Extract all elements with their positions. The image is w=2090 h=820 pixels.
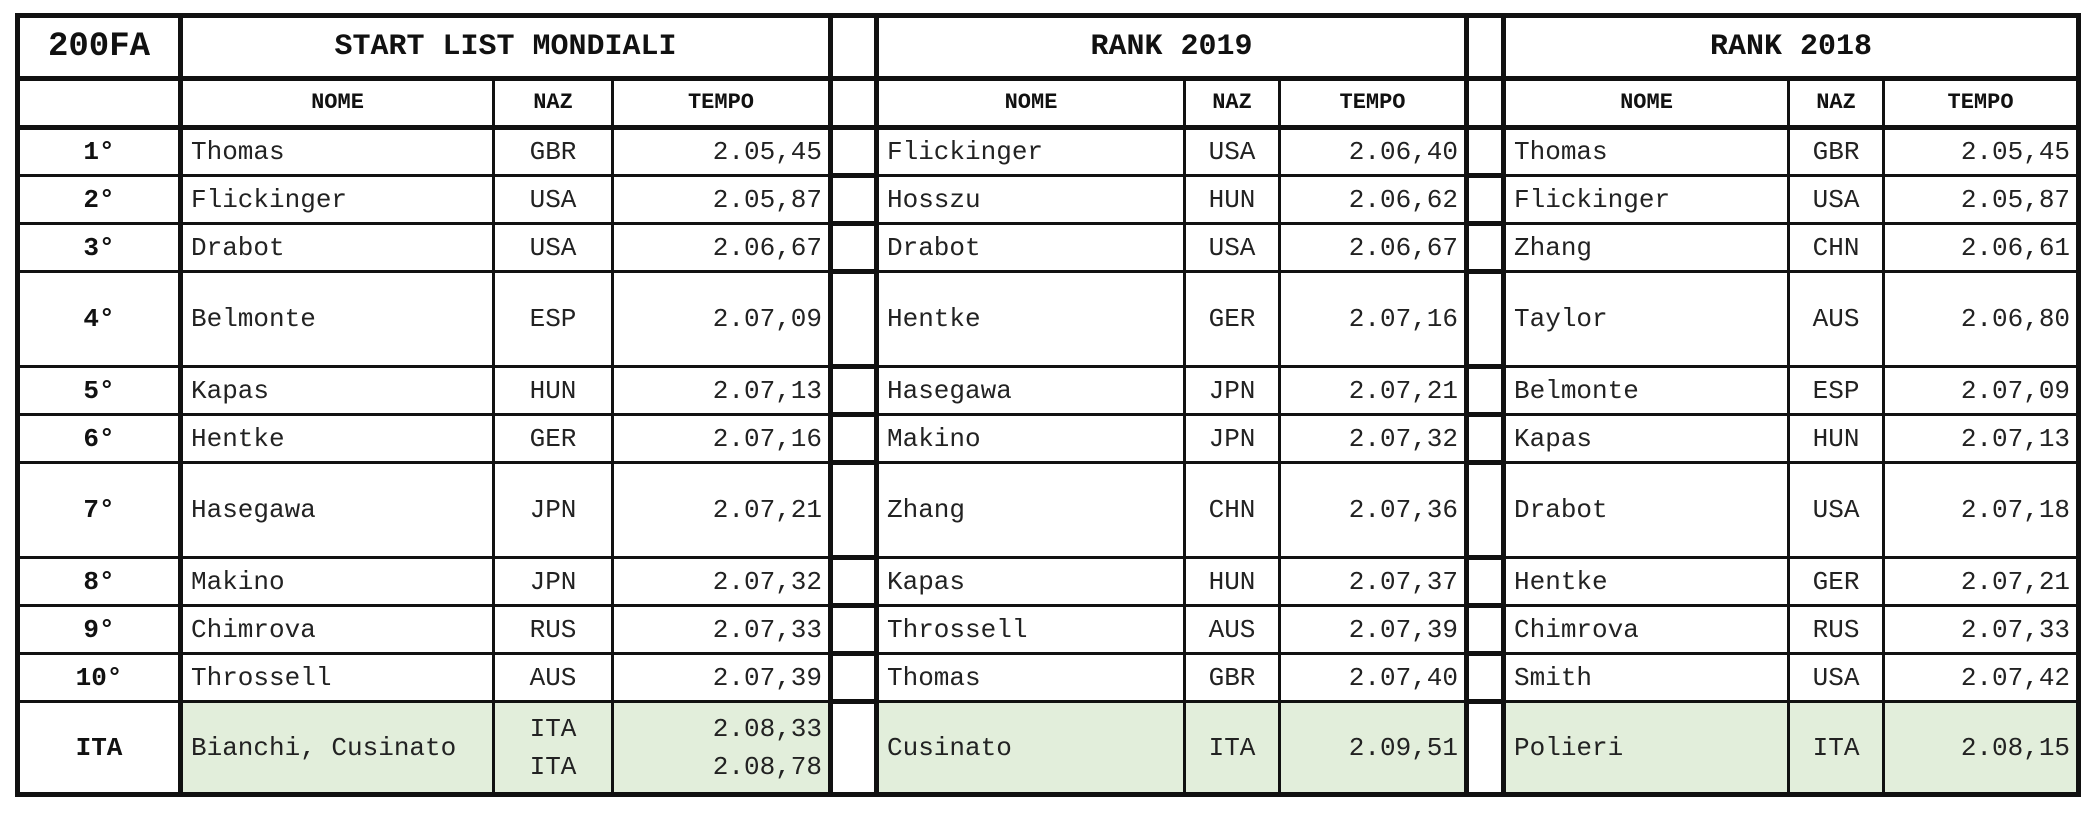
r2018-naz-cell: AUS: [1789, 272, 1884, 367]
column-gap: [831, 463, 877, 558]
r2018-nome-cell: Kapas: [1504, 415, 1789, 463]
start-tempo-cell: 2.05,87: [613, 176, 831, 224]
position-cell: 3°: [18, 224, 181, 272]
ita-start-naz-1: ITA: [529, 713, 577, 744]
r2018-naz-cell: CHN: [1789, 224, 1884, 272]
start-nome-cell: Thomas: [181, 128, 494, 176]
r2019-nome-cell: Makino: [877, 415, 1185, 463]
r2018-tempo-cell: 2.07,33: [1884, 606, 2079, 654]
table-row: [18, 654, 2079, 702]
r2019-naz-cell: USA: [1185, 224, 1280, 272]
start-tempo-cell: 2.05,45: [613, 128, 831, 176]
start-naz-cell: USA: [494, 176, 613, 224]
r2019-nome-cell: Hentke: [877, 272, 1185, 367]
start-nome-cell: Flickinger: [181, 176, 494, 224]
r2018-naz-cell: HUN: [1789, 415, 1884, 463]
ita-2018-naz: ITA: [1789, 702, 1884, 795]
r2019-nome-cell: Throssell: [877, 606, 1185, 654]
column-gap: [831, 654, 877, 702]
position-cell: 5°: [18, 367, 181, 415]
r2019-tempo-cell: 2.07,16: [1280, 272, 1467, 367]
r2018-naz-cell: USA: [1789, 463, 1884, 558]
col-header-tempo: TEMPO: [1884, 79, 2079, 128]
r2018-tempo-cell: 2.07,42: [1884, 654, 2079, 702]
event-title: 200FA: [18, 16, 181, 79]
r2018-nome-cell: Thomas: [1504, 128, 1789, 176]
r2018-tempo-cell: 2.06,80: [1884, 272, 2079, 367]
column-gap: [1467, 558, 1504, 606]
position-cell: 10°: [18, 654, 181, 702]
column-gap: [1467, 654, 1504, 702]
col-header-naz: NAZ: [1185, 79, 1280, 128]
r2019-naz-cell: USA: [1185, 128, 1280, 176]
section-title-rank-2018: RANK 2018: [1504, 16, 2079, 79]
start-nome-cell: Hasegawa: [181, 463, 494, 558]
r2019-tempo-cell: 2.07,39: [1280, 606, 1467, 654]
r2018-tempo-cell: 2.05,45: [1884, 128, 2079, 176]
r2019-nome-cell: Kapas: [877, 558, 1185, 606]
column-gap: [1467, 463, 1504, 558]
r2018-nome-cell: Hentke: [1504, 558, 1789, 606]
r2018-nome-cell: Zhang: [1504, 224, 1789, 272]
ita-start-naz-2: ITA: [529, 751, 577, 782]
position-cell: 6°: [18, 415, 181, 463]
start-naz-cell: AUS: [494, 654, 613, 702]
r2018-nome-cell: Flickinger: [1504, 176, 1789, 224]
table-row: [18, 224, 2079, 272]
column-gap: [1467, 176, 1504, 224]
start-nome-cell: Chimrova: [181, 606, 494, 654]
title-row: [18, 16, 2079, 79]
col-header-nome: NOME: [181, 79, 494, 128]
r2018-naz-cell: GER: [1789, 558, 1884, 606]
r2019-tempo-cell: 2.07,36: [1280, 463, 1467, 558]
r2018-tempo-cell: 2.07,13: [1884, 415, 2079, 463]
r2019-tempo-cell: 2.06,62: [1280, 176, 1467, 224]
table-row: [18, 606, 2079, 654]
start-tempo-cell: 2.07,09: [613, 272, 831, 367]
table-row: [18, 415, 2079, 463]
col-header-tempo: TEMPO: [613, 79, 831, 128]
column-gap: [831, 367, 877, 415]
column-gap: [831, 558, 877, 606]
column-gap: [831, 415, 877, 463]
table-row: [18, 128, 2079, 176]
section-title-rank-2019: RANK 2019: [877, 16, 1467, 79]
position-cell: 4°: [18, 272, 181, 367]
r2019-naz-cell: HUN: [1185, 176, 1280, 224]
ita-start-tempo-1: 2.08,33: [712, 713, 822, 744]
col-header-nome: NOME: [1504, 79, 1789, 128]
start-tempo-cell: 2.07,33: [613, 606, 831, 654]
r2019-naz-cell: HUN: [1185, 558, 1280, 606]
ita-2019-naz: ITA: [1185, 702, 1280, 795]
r2018-naz-cell: ESP: [1789, 367, 1884, 415]
r2019-naz-cell: AUS: [1185, 606, 1280, 654]
ranking-rows: [18, 128, 2079, 702]
r2019-tempo-cell: 2.06,40: [1280, 128, 1467, 176]
ita-2018-nome: Polieri: [1504, 702, 1789, 795]
start-nome-cell: Makino: [181, 558, 494, 606]
r2018-naz-cell: GBR: [1789, 128, 1884, 176]
position-cell: 2°: [18, 176, 181, 224]
table-row: [18, 367, 2079, 415]
start-naz-cell: GBR: [494, 128, 613, 176]
r2019-nome-cell: Flickinger: [877, 128, 1185, 176]
column-gap: [1467, 367, 1504, 415]
section-title-start-list: START LIST MONDIALI: [181, 16, 831, 79]
column-header-row: [18, 79, 2079, 128]
ita-row: [18, 702, 2079, 795]
r2019-nome-cell: Thomas: [877, 654, 1185, 702]
column-gap: [1467, 224, 1504, 272]
r2018-naz-cell: RUS: [1789, 606, 1884, 654]
column-gap: [831, 128, 877, 176]
col-header-naz: NAZ: [494, 79, 613, 128]
start-naz-cell: ESP: [494, 272, 613, 367]
ita-2018-tempo: 2.08,15: [1884, 702, 2079, 795]
r2018-naz-cell: USA: [1789, 654, 1884, 702]
column-gap: [831, 176, 877, 224]
column-gap: [1467, 272, 1504, 367]
start-tempo-cell: 2.07,21: [613, 463, 831, 558]
r2018-nome-cell: Belmonte: [1504, 367, 1789, 415]
r2019-tempo-cell: 2.07,37: [1280, 558, 1467, 606]
column-gap: [831, 79, 877, 128]
position-cell: 1°: [18, 128, 181, 176]
position-header: [18, 79, 181, 128]
r2019-nome-cell: Hasegawa: [877, 367, 1185, 415]
start-nome-cell: Drabot: [181, 224, 494, 272]
start-nome-cell: Kapas: [181, 367, 494, 415]
start-naz-cell: GER: [494, 415, 613, 463]
r2018-tempo-cell: 2.07,21: [1884, 558, 2079, 606]
r2019-naz-cell: CHN: [1185, 463, 1280, 558]
r2018-nome-cell: Chimrova: [1504, 606, 1789, 654]
r2019-nome-cell: Zhang: [877, 463, 1185, 558]
r2018-tempo-cell: 2.07,18: [1884, 463, 2079, 558]
ita-start-tempo-2: 2.08,78: [712, 751, 822, 782]
column-gap: [1467, 606, 1504, 654]
r2018-tempo-cell: 2.05,87: [1884, 176, 2079, 224]
col-header-tempo: TEMPO: [1280, 79, 1467, 128]
table-row: [18, 176, 2079, 224]
r2019-naz-cell: GBR: [1185, 654, 1280, 702]
start-tempo-cell: 2.07,13: [613, 367, 831, 415]
ita-start-nome: Bianchi, Cusinato: [181, 702, 494, 795]
table-row: [18, 558, 2079, 606]
start-tempo-cell: 2.07,16: [613, 415, 831, 463]
r2018-nome-cell: Taylor: [1504, 272, 1789, 367]
r2019-tempo-cell: 2.06,67: [1280, 224, 1467, 272]
start-nome-cell: Belmonte: [181, 272, 494, 367]
r2019-tempo-cell: 2.07,32: [1280, 415, 1467, 463]
ita-2019-nome: Cusinato: [877, 702, 1185, 795]
r2019-tempo-cell: 2.07,40: [1280, 654, 1467, 702]
column-gap: [831, 272, 877, 367]
r2019-nome-cell: Hosszu: [877, 176, 1185, 224]
table-row: [18, 463, 2079, 558]
start-nome-cell: Throssell: [181, 654, 494, 702]
r2018-naz-cell: USA: [1789, 176, 1884, 224]
r2019-naz-cell: JPN: [1185, 415, 1280, 463]
start-nome-cell: Hentke: [181, 415, 494, 463]
start-naz-cell: RUS: [494, 606, 613, 654]
start-tempo-cell: 2.06,67: [613, 224, 831, 272]
col-header-naz: NAZ: [1789, 79, 1884, 128]
start-naz-cell: USA: [494, 224, 613, 272]
table-row: [18, 272, 2079, 367]
column-gap: [1467, 702, 1504, 795]
start-naz-cell: JPN: [494, 463, 613, 558]
column-gap: [1467, 79, 1504, 128]
column-gap: [831, 702, 877, 795]
column-gap: [831, 16, 877, 79]
r2018-nome-cell: Drabot: [1504, 463, 1789, 558]
col-header-nome: NOME: [877, 79, 1185, 128]
r2019-naz-cell: JPN: [1185, 367, 1280, 415]
column-gap: [1467, 16, 1504, 79]
ita-start-naz: [494, 702, 613, 795]
start-list-table: [15, 13, 2081, 797]
position-cell: 7°: [18, 463, 181, 558]
r2018-tempo-cell: 2.06,61: [1884, 224, 2079, 272]
start-tempo-cell: 2.07,32: [613, 558, 831, 606]
start-naz-cell: JPN: [494, 558, 613, 606]
position-cell: 9°: [18, 606, 181, 654]
ita-label: ITA: [18, 702, 181, 795]
r2018-nome-cell: Smith: [1504, 654, 1789, 702]
ita-2019-tempo: 2.09,51: [1280, 702, 1467, 795]
column-gap: [831, 224, 877, 272]
start-naz-cell: HUN: [494, 367, 613, 415]
column-gap: [1467, 128, 1504, 176]
start-tempo-cell: 2.07,39: [613, 654, 831, 702]
r2018-tempo-cell: 2.07,09: [1884, 367, 2079, 415]
column-gap: [831, 606, 877, 654]
r2019-tempo-cell: 2.07,21: [1280, 367, 1467, 415]
position-cell: 8°: [18, 558, 181, 606]
ita-start-tempo: [613, 702, 831, 795]
column-gap: [1467, 415, 1504, 463]
r2019-nome-cell: Drabot: [877, 224, 1185, 272]
r2019-naz-cell: GER: [1185, 272, 1280, 367]
